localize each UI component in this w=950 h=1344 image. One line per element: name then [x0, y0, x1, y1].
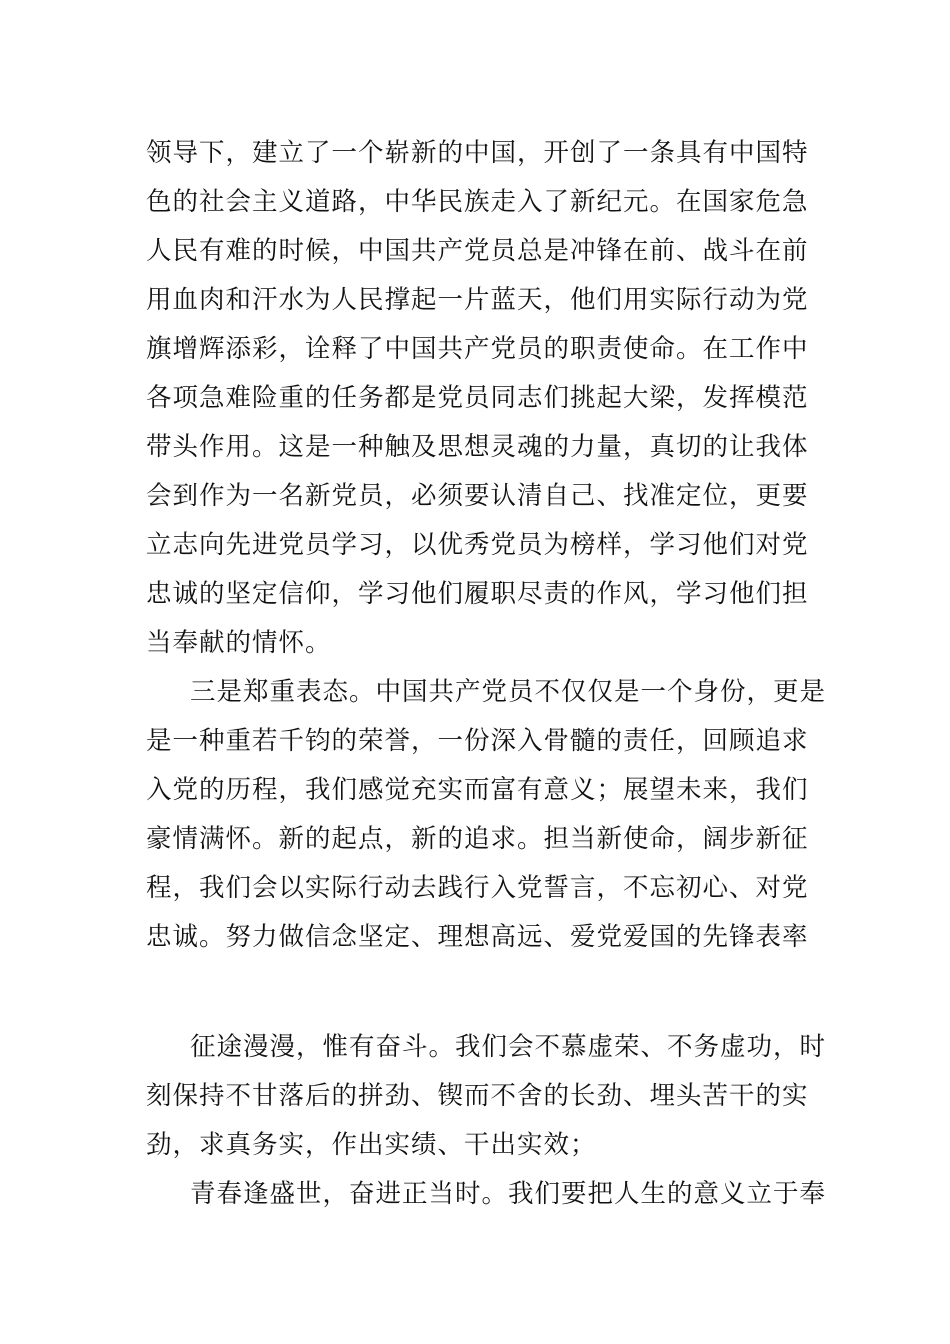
text-line: 带头作用。这是一种触及思想灵魂的力量，真切的让我体	[146, 432, 809, 462]
text-line: 色的社会主义道路，中华民族走入了新纪元。在国家危急	[146, 187, 809, 217]
text-line: 用血肉和汗水为人民撑起一片蓝天，他们用实际行动为党	[146, 285, 809, 315]
text-line: 各项急难险重的任务都是党员同志们挑起大梁，发挥模范	[146, 383, 809, 413]
text-line: 人民有难的时候，中国共产党员总是冲锋在前、战斗在前	[146, 236, 809, 266]
text-line: 是一种重若千钧的荣誉，一份深入骨髓的责任，回顾追求	[146, 726, 809, 756]
text-line: 入党的历程，我们感觉充实而富有意义；展望未来，我们	[146, 775, 809, 805]
text-line: 忠诚。努力做信念坚定、理想高远、爱党爱国的先锋表率	[146, 922, 809, 952]
paragraph-start-line: 征途漫漫，惟有奋斗。我们会不慕虚荣、不务虚功，时	[190, 1032, 827, 1062]
text-line: 立志向先进党员学习，以优秀党员为榜样，学习他们对党	[146, 530, 809, 560]
text-line: 旗增辉添彩，诠释了中国共产党员的职责使命。在工作中	[146, 334, 809, 364]
paragraph-start-line: 三是郑重表态。中国共产党员不仅仅是一个身份，更是	[190, 677, 827, 707]
text-line: 刻保持不甘落后的拼劲、锲而不舍的长劲、埋头苦干的实	[146, 1081, 809, 1111]
text-block-upper	[146, 129, 827, 962]
text-line: 劲，求真务实，作出实绩、干出实效；	[146, 1130, 597, 1160]
text-line: 会到作为一名新党员，必须要认清自己、找准定位，更要	[146, 481, 809, 511]
text-line: 忠诚的坚定信仰，学习他们履职尽责的作风，学习他们担	[146, 579, 809, 609]
text-line: 程，我们会以实际行动去践行入党誓言，不忘初心、对党	[146, 873, 809, 903]
text-line: 豪情满怀。新的起点，新的追求。担当新使命，阔步新征	[146, 824, 809, 854]
paragraph-start-line: 青春逢盛世，奋进正当时。我们要把人生的意义立于奉	[190, 1179, 827, 1209]
text-line: 领导下，建立了一个崭新的中国，开创了一条具有中国特	[146, 138, 809, 168]
text-line: 当奉献的情怀。	[146, 628, 332, 658]
text-block-lower	[146, 1023, 827, 1219]
